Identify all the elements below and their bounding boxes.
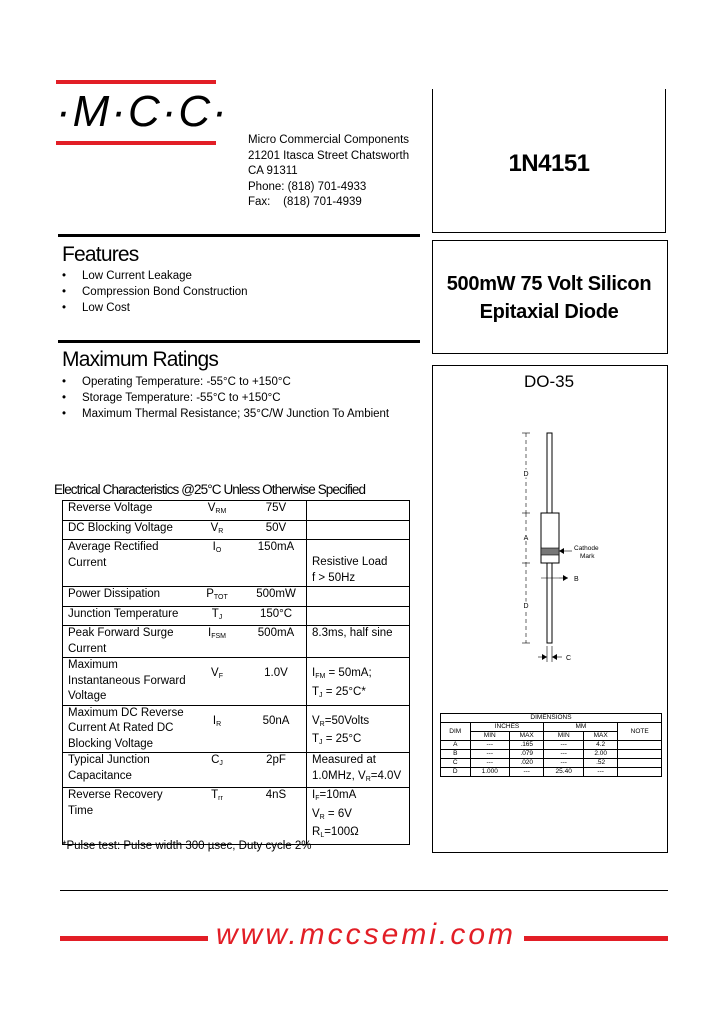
col-header: MAX (583, 732, 617, 741)
condition-cell (307, 520, 410, 540)
param-cell: Maximum Instantaneous Forward Voltage (63, 658, 189, 706)
table-row (63, 705, 410, 753)
symbol-cell: $V_F$ (188, 658, 246, 706)
col-header: MAX (509, 732, 543, 741)
symbol-cell: $C_J$ (188, 753, 246, 788)
max-ratings-title: Maximum Ratings (62, 348, 219, 371)
symbol-cell: $V_{RM}$ (188, 501, 246, 521)
product-description (432, 270, 666, 326)
max-ratings-list (62, 374, 389, 422)
value-cell: 75V (246, 501, 307, 521)
value-cell: 1.0V (246, 658, 307, 706)
description-line-1: 500mW 75 Volt Silicon (446, 273, 652, 295)
table-cell: --- (544, 741, 583, 750)
company-street: 21201 Itasca Street Chatsworth (248, 149, 410, 162)
symbol-cell: $I_{FSM}$ (188, 626, 246, 658)
param-cell: DC Blocking Voltage (63, 520, 189, 540)
param-cell: Typical Junction Capacitance (63, 753, 189, 788)
dim-b-label: B (574, 576, 579, 583)
value-cell: 50V (246, 520, 307, 540)
package-name: DO-35 (523, 372, 575, 391)
footer-right-bar (524, 936, 668, 941)
company-city: CA 91311 (248, 165, 298, 177)
table-cell: --- (509, 768, 543, 777)
table-cell: B (441, 750, 471, 759)
description-line-2: Epitaxial Diode (479, 301, 619, 323)
param-cell: Maximum DC Reverse Current At Rated DC Blocking Voltage (63, 705, 189, 753)
logo-bottom-bar (56, 141, 216, 145)
electrical-characteristics-title: Electrical Characteristics @25°C Unless Otherwise Specified (54, 482, 366, 497)
dim-a-label: A (523, 535, 529, 542)
table-cell: A (441, 741, 471, 750)
col-header: MIN (544, 732, 583, 741)
param-cell: Reverse Recovery Time (63, 788, 189, 845)
param-cell: Junction Temperature (63, 606, 189, 626)
symbol-cell: $T_J$ (188, 606, 246, 626)
value-cell: 500mA (246, 626, 307, 658)
condition-cell (307, 606, 410, 626)
cathode-mark-line: Cathode (574, 545, 599, 552)
inches-header: INCHES (470, 723, 544, 732)
symbol-cell: $I_R$ (188, 705, 246, 753)
diode-body (541, 513, 559, 563)
dim-header: DIM (441, 723, 471, 741)
condition-cell: 8.3ms, half sine (307, 626, 410, 658)
table-row (63, 501, 410, 521)
note-header: NOTE (618, 723, 662, 741)
footer-rule (60, 890, 668, 891)
electrical-characteristics-table (62, 500, 410, 845)
table-cell: --- (470, 741, 509, 750)
footer-left-bar (60, 936, 208, 941)
value-cell: 50nA (246, 705, 307, 753)
list-item: • Low Cost (62, 300, 248, 316)
table-cell: --- (470, 759, 509, 768)
dim-d-bottom-label: D (523, 603, 529, 610)
table-cell (618, 768, 662, 777)
dimensions-table (440, 713, 662, 777)
table-row (441, 759, 662, 768)
features-title: Features (62, 243, 139, 266)
table-row (63, 658, 410, 706)
param-cell: Peak Forward Surge Current (63, 626, 189, 658)
table-row (63, 753, 410, 788)
table-cell: --- (583, 768, 617, 777)
top-lead (547, 433, 552, 513)
table-cell: .52 (583, 759, 617, 768)
table-cell (618, 741, 662, 750)
condition-cell: $I_{FM} = 50mA$; $T_J = 25^\circ C*$ (307, 658, 410, 706)
company-fax: Fax: (818) 701-4939 (248, 196, 362, 208)
list-item: • Operating Temperature: -55°C to +150°C (62, 374, 389, 390)
value-cell: 500mW (246, 587, 307, 607)
table-cell (618, 759, 662, 768)
value-cell: 150mA (246, 540, 307, 587)
list-item: • Low Current Leakage (62, 268, 248, 284)
table-row (441, 741, 662, 750)
param-cell: Average Rectified Current (63, 540, 189, 587)
mcc-logo: ·M·C·C· (56, 87, 229, 136)
value-cell: 2pF (246, 753, 307, 788)
cathode-mark-line: Mark (580, 553, 595, 560)
features-list (62, 268, 248, 316)
table-cell: .020 (509, 759, 543, 768)
symbol-cell: $P_{TOT}$ (188, 587, 246, 607)
website-link[interactable]: www.mccsemi.com (216, 918, 517, 951)
ratings-rule (58, 340, 420, 343)
value-cell: 4nS (246, 788, 307, 845)
table-row (63, 540, 410, 587)
table-cell: --- (544, 750, 583, 759)
table-cell: --- (470, 750, 509, 759)
dim-c-label: C (566, 655, 572, 662)
symbol-cell: $T_{rr}$ (188, 788, 246, 845)
symbol-cell: $I_O$ (188, 540, 246, 587)
dim-d-top-label: D (523, 471, 529, 478)
table-row (63, 587, 410, 607)
cathode-mark-label (574, 545, 600, 560)
logo-top-bar (56, 80, 216, 84)
condition-cell (307, 587, 410, 607)
col-header: MIN (470, 732, 509, 741)
param-cell: Reverse Voltage (63, 501, 189, 521)
company-address (248, 133, 409, 211)
table-row (63, 626, 410, 658)
table-cell: --- (544, 759, 583, 768)
table-cell: 4.2 (583, 741, 617, 750)
condition-cell: Resistive Load f > 50Hz (307, 540, 410, 587)
features-rule (58, 234, 420, 237)
table-row (63, 606, 410, 626)
table-cell: .079 (509, 750, 543, 759)
company-phone: Phone: (818) 701-4933 (248, 180, 367, 193)
bottom-lead (547, 563, 552, 643)
list-item: • Maximum Thermal Resistance; 35°C/W Junction To Ambient (62, 406, 389, 422)
table-cell: D (441, 768, 471, 777)
table-row (441, 750, 662, 759)
pulse-test-note: *Pulse test: Pulse width 300 µsec, Duty cycle 2% (62, 840, 312, 852)
symbol-cell: $V_R$ (188, 520, 246, 540)
part-number: 1N4151 (508, 150, 590, 177)
table-cell (618, 750, 662, 759)
table-row (63, 788, 410, 845)
condition-cell: $I_F=10mA$ $V_R = 6V$ $R_L=100\Omega$ (307, 788, 410, 845)
table-row (441, 714, 662, 723)
table-row (441, 768, 662, 777)
table-cell: 2.00 (583, 750, 617, 759)
do35-package-drawing (500, 428, 630, 668)
dimensions-title: DIMENSIONS (441, 714, 662, 723)
condition-cell: $V_R=50Volts$ $T_J = 25^\circ C$ (307, 705, 410, 753)
list-item: • Compression Bond Construction (62, 284, 248, 300)
table-row (63, 520, 410, 540)
company-name: Micro Commercial Components (248, 134, 410, 146)
table-cell: 1.000 (470, 768, 509, 777)
value-cell: 150°C (246, 606, 307, 626)
list-item: • Storage Temperature: -55°C to +150°C (62, 390, 389, 406)
table-cell: C (441, 759, 471, 768)
table-cell: 25.40 (544, 768, 583, 777)
condition-cell (307, 501, 410, 521)
param-cell: Power Dissipation (63, 587, 189, 607)
mm-header: MM (544, 723, 618, 732)
cathode-band (541, 548, 559, 555)
table-row (441, 723, 662, 732)
table-cell: .165 (509, 741, 543, 750)
condition-cell: Measured at 1.0MHz, $V_R=4.0V$ (307, 753, 410, 788)
